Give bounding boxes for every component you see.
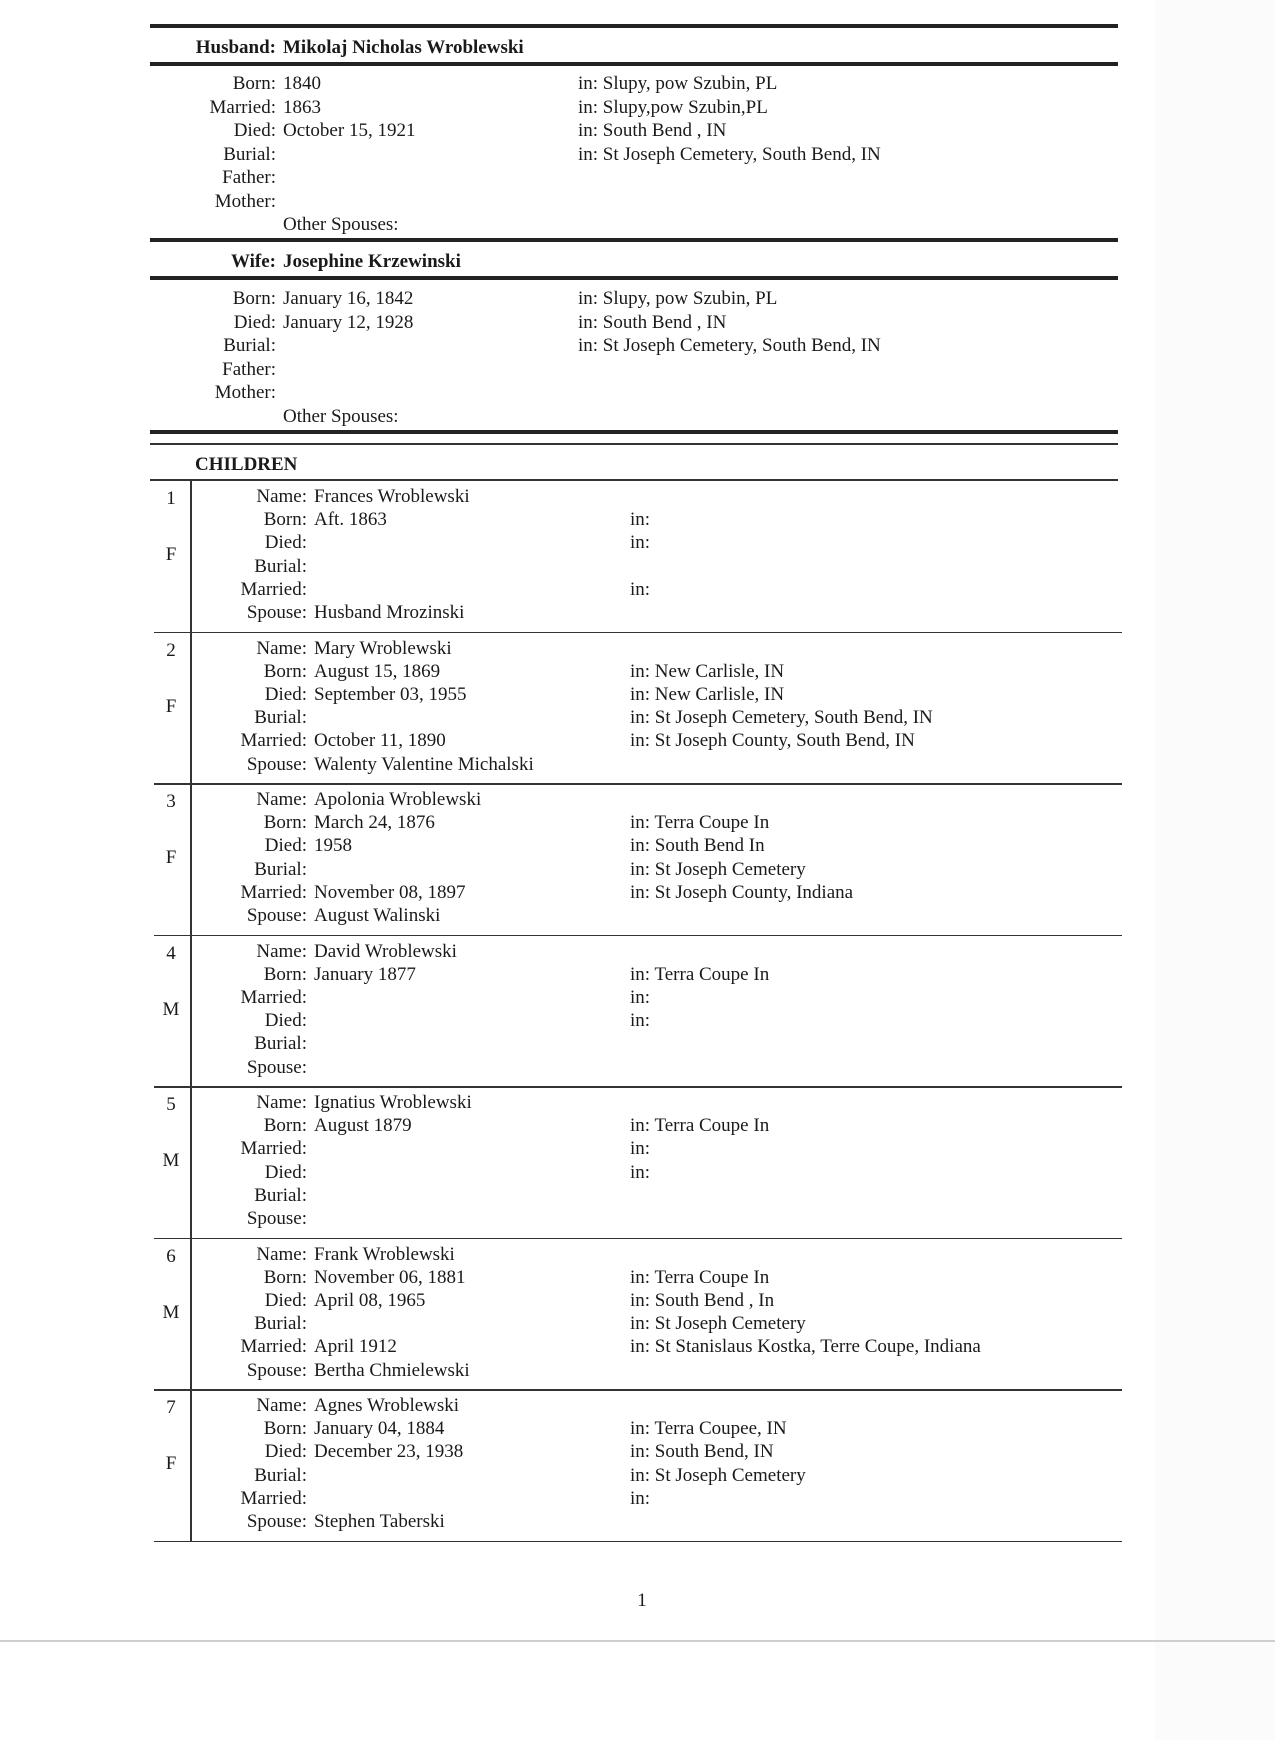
husband-fact-place: in: Slupy,pow Szubin,PL (578, 96, 768, 118)
child-field-label: Spouse: (246, 905, 307, 926)
child-field-value: Stephen Taberski (314, 1511, 445, 1532)
child-field-place: in: St Joseph County, South Bend, IN (630, 730, 915, 752)
husband-bottom-rule (150, 62, 1118, 66)
wife-name: Josephine Krzewinski (283, 251, 461, 272)
wife-fact-place: in: South Bend , IN (578, 311, 727, 333)
husband-fact-place: in: St Joseph Cemetery, South Bend, IN (578, 143, 881, 165)
child-sex: F (165, 544, 177, 565)
child-field-label: Name: (256, 1243, 307, 1265)
child-number: 5 (166, 1094, 176, 1115)
child-divider-horizontal (154, 1389, 1122, 1391)
child-field-label: Married: (240, 881, 307, 903)
wife-fact-place: in: St Joseph Cemetery, South Bend, IN (578, 335, 881, 356)
child-field-label: Name: (256, 940, 307, 962)
child-number: 6 (166, 1245, 176, 1267)
child-divider-vertical (190, 1389, 192, 1541)
child-field-place: in: St Joseph County, Indiana (630, 881, 854, 903)
child-field-value: August 15, 1869 (314, 660, 441, 682)
child-field-place: in: (630, 1487, 651, 1509)
child-divider-horizontal (154, 783, 1122, 785)
child-field-label: Burial: (254, 1464, 307, 1486)
child-number: 4 (166, 942, 176, 964)
wife-fact-label: Died: (233, 311, 276, 333)
child-field-label: Died: (264, 1441, 307, 1463)
child-field-value: January 1877 (314, 963, 416, 985)
husband-fact-place: in: Slupy, pow Szubin, PL (578, 73, 778, 94)
child-number: 2 (166, 639, 176, 661)
child-field-label: Burial: (254, 858, 307, 880)
child-field-place: in: South Bend, IN (630, 1441, 774, 1463)
wife-top-rule (150, 238, 1118, 242)
wife-fact-label: Born: (232, 288, 276, 309)
children-top-rule (150, 430, 1118, 434)
husband-top-rule (150, 24, 1118, 28)
child-field-label: Married: (240, 578, 307, 600)
child-divider-horizontal (154, 1541, 1122, 1543)
child-field-label: Died: (264, 1161, 307, 1183)
child-sex: F (165, 847, 177, 868)
child-sex: M (162, 1301, 180, 1323)
child-field-label: Married: (240, 1487, 307, 1509)
child-field-value: Aft. 1863 (314, 509, 387, 531)
child-number: 3 (166, 791, 176, 812)
child-number: 7 (166, 1397, 176, 1418)
husband-fact-value: October 15, 1921 (283, 120, 416, 141)
child-field-place: in: (630, 532, 651, 554)
child-field-value: Agnes Wroblewski (314, 1395, 460, 1416)
child-field-value: Husband Mrozinski (314, 602, 465, 623)
husband-fact-label: Father: (222, 167, 276, 188)
child-field-label: Spouse: (246, 1208, 307, 1229)
page-edge (0, 1640, 1275, 1642)
child-field-label: Burial: (254, 1184, 307, 1206)
child-divider-horizontal (154, 632, 1122, 634)
child-field-label: Born: (263, 812, 307, 834)
child-field-label: Burial: (254, 555, 307, 577)
child-field-place: in: St Joseph Cemetery (630, 1313, 806, 1335)
child-divider-horizontal (154, 1086, 1122, 1088)
child-divider-horizontal (154, 1238, 1122, 1240)
child-field-label: Burial: (254, 1313, 307, 1335)
child-field-label: Died: (264, 1010, 307, 1032)
child-field-label: Name: (256, 637, 307, 659)
husband-fact-label: Burial: (223, 143, 276, 165)
husband-fact-label: Married: (209, 96, 276, 118)
child-field-label: Died: (264, 532, 307, 554)
wife-bottom-rule (150, 276, 1118, 280)
child-divider-vertical (190, 1086, 192, 1238)
child-field-place: in: St Joseph Cemetery (630, 1464, 806, 1486)
child-field-value: David Wroblewski (314, 940, 457, 962)
child-field-label: Married: (240, 1138, 307, 1160)
child-field-label: Born: (263, 1266, 307, 1288)
wife-fact-label: Burial: (223, 335, 276, 356)
child-field-label: Born: (263, 660, 307, 682)
husband-fact-label: Born: (232, 73, 276, 94)
child-field-label: Born: (263, 509, 307, 531)
child-divider-vertical (190, 783, 192, 935)
child-field-place: in: (630, 986, 651, 1008)
child-field-label: Born: (263, 963, 307, 985)
child-field-label: Burial: (254, 707, 307, 729)
husband-other-spouses: Other Spouses: (283, 214, 399, 235)
child-field-label: Name: (256, 1092, 307, 1113)
child-field-place: in: St Joseph Cemetery (630, 858, 806, 880)
child-field-place: in: (630, 509, 651, 531)
child-sex: M (162, 1150, 180, 1171)
husband-name: Mikolaj Nicholas Wroblewski (283, 37, 524, 58)
child-field-place: in: St Joseph Cemetery, South Bend, IN (630, 707, 933, 729)
child-field-value: 1958 (314, 835, 352, 857)
child-field-label: Died: (264, 683, 307, 705)
wife-other-spouses: Other Spouses: (283, 406, 399, 427)
child-divider-vertical (190, 632, 192, 784)
child-divider-vertical (190, 935, 192, 1087)
child-field-label: Burial: (254, 1033, 307, 1055)
child-field-place: in: St Stanislaus Kostka, Terre Coupe, Indiana (630, 1336, 981, 1358)
child-field-place: in: Terra Coupe In (630, 1115, 770, 1137)
child-field-label: Spouse: (246, 1056, 307, 1078)
child-field-place: in: Terra Coupe In (630, 812, 770, 834)
child-field-label: Born: (263, 1418, 307, 1440)
children-top-rule-2 (150, 443, 1118, 445)
husband-fact-label: Mother: (214, 190, 276, 212)
husband-fact-value: 1863 (283, 96, 321, 118)
child-field-place: in: Terra Coupe In (630, 1266, 770, 1288)
husband-fact-value: 1840 (283, 73, 321, 94)
child-field-place: in: New Carlisle, IN (630, 683, 785, 705)
child-field-label: Died: (264, 1289, 307, 1311)
husband-fact-label: Died: (233, 120, 276, 141)
children-heading: CHILDREN (195, 454, 298, 475)
child-field-label: Name: (256, 1395, 307, 1416)
child-field-value: Mary Wroblewski (314, 637, 452, 659)
child-field-value: March 24, 1876 (314, 812, 435, 834)
child-field-place: in: (630, 578, 651, 600)
child-sex: F (165, 1453, 177, 1474)
husband-fact-place: in: South Bend , IN (578, 120, 727, 141)
child-field-value: Ignatius Wroblewski (314, 1092, 472, 1113)
child-field-label: Spouse: (246, 1511, 307, 1532)
page-number: 1 (637, 1590, 647, 1611)
child-field-place: in: Terra Coupee, IN (630, 1418, 787, 1440)
child-number: 1 (166, 488, 176, 509)
child-field-value: January 04, 1884 (314, 1418, 445, 1440)
child-field-label: Married: (240, 730, 307, 752)
child-field-value: August Walinski (314, 905, 441, 926)
wife-fact-value: January 16, 1842 (283, 288, 414, 309)
child-field-value: Walenty Valentine Michalski (314, 753, 534, 775)
child-divider-horizontal (154, 935, 1122, 937)
child-field-label: Married: (240, 1336, 307, 1358)
child-field-value: Frances Wroblewski (314, 486, 470, 507)
child-field-label: Spouse: (246, 1359, 307, 1381)
child-field-value: October 11, 1890 (314, 730, 446, 752)
child-field-label: Married: (240, 986, 307, 1008)
child-sex: F (165, 695, 177, 717)
child-field-place: in: Terra Coupe In (630, 963, 770, 985)
child-field-label: Name: (256, 789, 307, 810)
wife-header-label: Wife: (230, 251, 276, 272)
child-field-label: Spouse: (246, 753, 307, 775)
wife-fact-value: January 12, 1928 (283, 311, 414, 333)
wife-fact-place: in: Slupy, pow Szubin, PL (578, 288, 778, 309)
child-field-place: in: New Carlisle, IN (630, 660, 785, 682)
child-field-value: August 1879 (314, 1115, 412, 1137)
child-field-place: in: (630, 1010, 651, 1032)
child-field-label: Name: (256, 486, 307, 507)
child-field-value: Bertha Chmielewski (314, 1359, 470, 1381)
child-field-value: Apolonia Wroblewski (314, 789, 482, 810)
child-field-value: April 08, 1965 (314, 1289, 426, 1311)
child-field-label: Spouse: (246, 602, 307, 623)
children-heading-rule (150, 479, 1118, 481)
child-field-value: Frank Wroblewski (314, 1243, 455, 1265)
wife-fact-label: Father: (222, 358, 276, 380)
child-divider-vertical (190, 480, 192, 632)
child-field-label: Died: (264, 835, 307, 857)
child-field-place: in: (630, 1138, 651, 1160)
husband-header-label: Husband: (195, 37, 276, 58)
child-field-value: April 1912 (314, 1336, 397, 1358)
wife-fact-label: Mother: (214, 382, 276, 403)
child-divider-vertical (190, 1238, 192, 1390)
child-field-value: November 06, 1881 (314, 1266, 466, 1288)
child-field-value: November 08, 1897 (314, 881, 466, 903)
child-field-value: December 23, 1938 (314, 1441, 464, 1463)
child-field-value: September 03, 1955 (314, 683, 467, 705)
child-field-place: in: (630, 1161, 651, 1183)
child-field-place: in: South Bend , In (630, 1289, 775, 1311)
child-field-label: Born: (263, 1115, 307, 1137)
child-sex: M (162, 998, 180, 1020)
child-field-place: in: South Bend In (630, 835, 765, 857)
